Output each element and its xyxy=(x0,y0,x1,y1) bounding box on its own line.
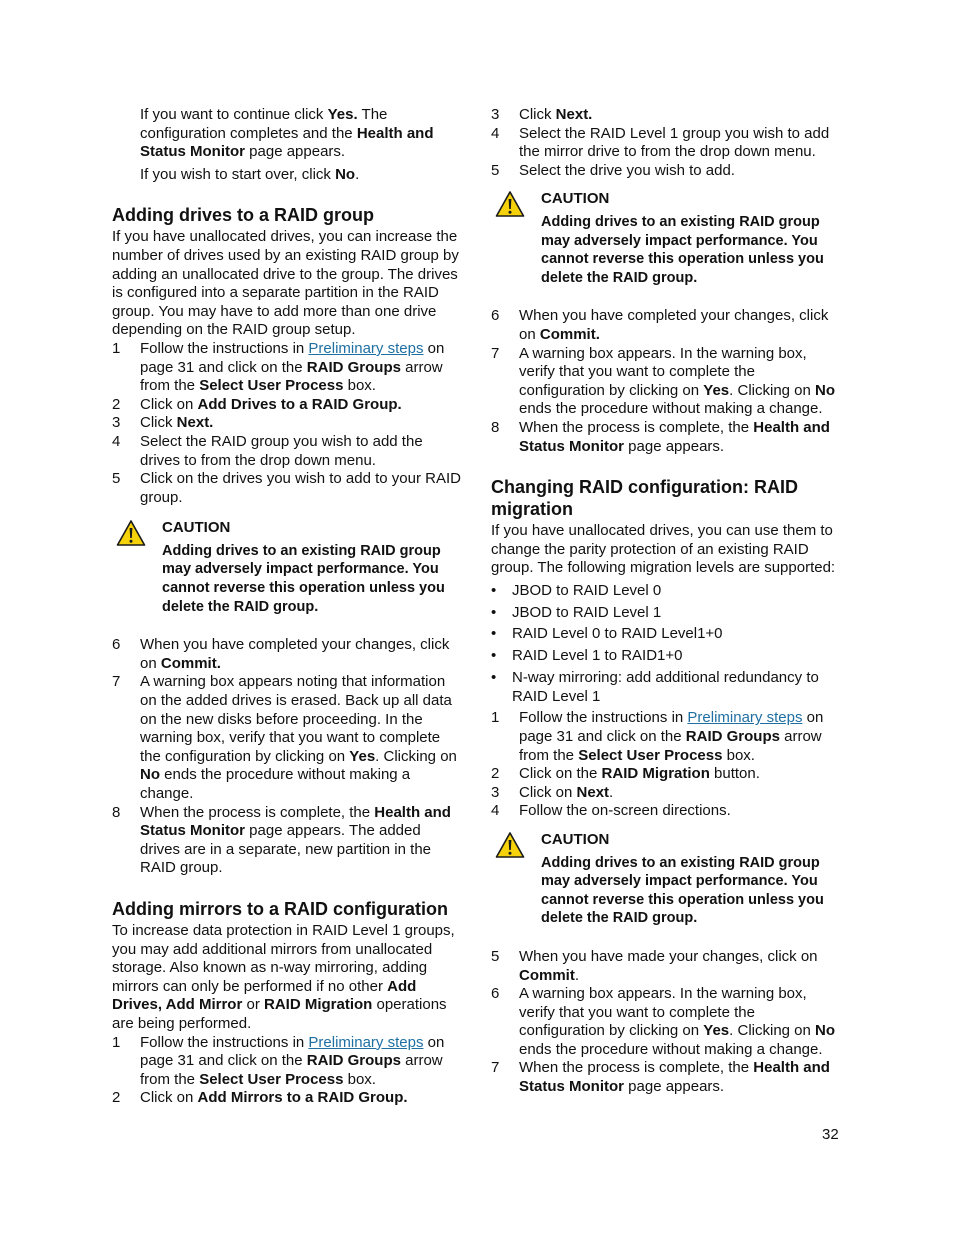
text-run: When you have completed your changes, click on xyxy=(140,636,450,672)
text-run: on page 31 and click on the xyxy=(140,339,445,376)
mirror-steps-b xyxy=(491,307,841,456)
text-run: . xyxy=(355,165,360,183)
step-text xyxy=(140,1034,444,1088)
bullet-icon: • xyxy=(491,625,497,643)
step-text xyxy=(519,345,835,418)
bold-term: Add Mirrors to a RAID Group. xyxy=(197,1089,408,1107)
text-run: . Clicking on xyxy=(729,381,816,399)
step-item xyxy=(112,673,462,803)
step-text xyxy=(140,804,451,877)
caution-text: Adding drives to an existing RAID group may adversely impact performance. You cannot reverse this operation unless you delete the RAID group. xyxy=(541,213,824,286)
bold-term: Add Drives, Add Mirror xyxy=(112,977,417,1014)
adding-drives-steps-b xyxy=(112,636,462,878)
step-number: 2 xyxy=(112,395,121,413)
step-text xyxy=(519,106,592,123)
step-number: 6 xyxy=(491,307,500,325)
step-number: 4 xyxy=(491,802,500,820)
step-number: 6 xyxy=(112,636,121,654)
step-item xyxy=(112,804,462,878)
heading-adding-mirrors: Adding mirrors to a RAID configuration xyxy=(112,898,448,919)
bold-term: Select User Process xyxy=(578,746,723,764)
bold-term: Select User Process xyxy=(199,1070,344,1088)
warning-triangle-icon xyxy=(495,831,525,859)
step-number: 3 xyxy=(491,106,500,123)
bullet-icon: • xyxy=(491,647,497,665)
step-text xyxy=(519,784,613,801)
right-column xyxy=(491,106,841,1097)
caution-box-migration xyxy=(491,831,841,928)
text-run: A warning box appears noting that information on the added drives is erased. Back up all data on the new disks before proceeding. In the warning box, verify that you want to complete the configuration by clicking on xyxy=(140,673,452,765)
text-run: operations are being performed. xyxy=(112,996,447,1032)
text-run: . xyxy=(609,783,614,801)
bullet-icon: • xyxy=(491,669,497,686)
bold-term: RAID Groups xyxy=(306,358,401,376)
intro-restart-text xyxy=(140,166,462,185)
step-text xyxy=(519,419,830,455)
text-run: Click xyxy=(140,414,177,432)
text-run: Click on the drives you wish to add to your RAID group. xyxy=(140,470,461,506)
step-item xyxy=(112,1089,462,1108)
bold-term: RAID Migration xyxy=(601,765,710,783)
bullet-text: N-way mirroring: add additional redundancy to RAID Level 1 xyxy=(512,669,819,705)
text-run: If you want to continue click xyxy=(140,106,328,123)
step-number: 2 xyxy=(491,765,500,783)
bold-term: Commit. xyxy=(160,654,221,672)
step-number: 6 xyxy=(491,985,500,1003)
step-number: 5 xyxy=(491,947,500,965)
step-number: 1 xyxy=(491,709,500,727)
bold-term: Health and Status Monitor xyxy=(519,1059,830,1096)
bullet-text: JBOD to RAID Level 0 xyxy=(512,581,662,599)
text-run: Click on the xyxy=(519,765,602,783)
step-number: 7 xyxy=(112,673,121,691)
adding-drives-body: If you have unallocated drives, you can increase the number of drives used by an existing RAID group by adding an unallocated drive to the group. The drives is configured into a separate partition in the RAID group. You may have to add more than one drive depending on the RAID group setup. xyxy=(112,228,459,339)
step-item xyxy=(112,1034,462,1090)
text-run: Click on xyxy=(519,783,577,801)
step-item xyxy=(112,470,462,507)
step-item xyxy=(112,414,462,433)
warning-triangle-icon xyxy=(495,190,525,218)
bullet-item xyxy=(491,669,841,706)
text-run: page appears. The added drives are in a separate, new partition in the RAID group. xyxy=(140,822,431,877)
step-item xyxy=(491,985,841,1059)
step-text xyxy=(519,125,829,161)
step-number: 4 xyxy=(491,124,500,142)
step-item xyxy=(491,125,841,162)
step-text xyxy=(140,433,423,469)
step-item xyxy=(491,1059,841,1096)
bullet-text: RAID Level 1 to RAID1+0 xyxy=(512,647,683,665)
text-run: page appears. xyxy=(624,1078,725,1096)
bold-term: Next. xyxy=(555,106,593,123)
text-run: When the process is complete, the xyxy=(519,418,754,436)
text-run: Select the RAID group you wish to add the drives to from the drop down menu. xyxy=(140,432,423,469)
text-run: arrow from the xyxy=(140,358,443,395)
bullet-item xyxy=(491,604,841,623)
step-number: 1 xyxy=(112,1033,121,1051)
caution-text: Adding drives to an existing RAID group may adversely impact performance. You cannot reverse this operation unless you delete the RAID group. xyxy=(162,542,445,615)
step-number: 8 xyxy=(112,803,121,821)
text-run: on page 31 and click on the xyxy=(140,1033,445,1070)
text-run: . xyxy=(574,966,580,984)
bold-term: No xyxy=(815,1022,836,1040)
migration-levels-list xyxy=(491,582,841,706)
step-item xyxy=(491,765,841,784)
caution-text: Adding drives to an existing RAID group may adversely impact performance. You cannot reverse this operation unless you delete the RAID group. xyxy=(541,854,824,927)
caution-box-drives xyxy=(112,519,462,616)
step-text xyxy=(140,636,449,672)
bold-term: Yes xyxy=(703,1022,730,1040)
bullet-item xyxy=(491,647,841,666)
adding-mirrors-body xyxy=(112,922,462,1034)
text-run: When you have made your changes, click on xyxy=(519,947,818,965)
intro-block xyxy=(112,106,462,184)
text-run: Follow the instructions in xyxy=(519,709,688,727)
text-run: box. xyxy=(343,377,376,395)
bold-term: Commit xyxy=(519,966,575,984)
bold-term: No xyxy=(335,165,356,183)
bullet-icon: • xyxy=(491,603,497,621)
step-item xyxy=(491,345,841,419)
migration-steps-a xyxy=(491,709,841,821)
step-item xyxy=(491,802,841,821)
step-number: 1 xyxy=(112,339,121,357)
text-run: A warning box appears. In the warning box, verify that you want to complete the configuration by clicking on xyxy=(519,344,807,399)
text-run: . Clicking on xyxy=(729,1022,816,1040)
bold-term: Health and Status Monitor xyxy=(140,803,451,840)
text-run: When the process is complete, the xyxy=(140,803,375,821)
bold-term: RAID Groups xyxy=(306,1052,401,1070)
bullet-icon: • xyxy=(491,581,497,599)
step-number: 3 xyxy=(112,414,121,432)
bold-term: No xyxy=(815,381,836,399)
text-run: arrow from the xyxy=(140,1052,443,1088)
text-run: ends the procedure without making a change. xyxy=(140,766,411,802)
step-item xyxy=(112,433,462,470)
step-item xyxy=(491,948,841,985)
step-number: 2 xyxy=(112,1089,121,1107)
preliminary-steps-link[interactable]: Preliminary steps xyxy=(308,339,424,357)
caution-title: CAUTION xyxy=(541,830,610,848)
step-item xyxy=(112,340,462,396)
step-text xyxy=(140,673,457,802)
bold-term: Commit. xyxy=(539,325,600,343)
bold-term: RAID Migration xyxy=(264,996,373,1014)
step-text xyxy=(519,162,735,179)
text-run: box. xyxy=(343,1070,376,1088)
step-text xyxy=(140,340,444,394)
text-run: box. xyxy=(722,746,755,764)
page-number: 32 xyxy=(822,1126,839,1143)
step-number: 7 xyxy=(491,1059,500,1077)
text-run: Follow the instructions in xyxy=(140,339,309,357)
warning-triangle-icon xyxy=(116,519,146,547)
preliminary-steps-link[interactable]: Preliminary steps xyxy=(687,709,803,727)
bold-term: Add Drives to a RAID Group. xyxy=(197,395,402,413)
step-text xyxy=(140,470,461,506)
text-run: or xyxy=(242,996,264,1014)
step-number: 8 xyxy=(491,418,500,436)
text-run: Follow the instructions in xyxy=(140,1033,309,1051)
text-run: Click xyxy=(519,106,556,123)
bold-term: Health and Status Monitor xyxy=(519,418,830,455)
step-number: 5 xyxy=(491,161,500,179)
step-item xyxy=(112,396,462,415)
text-run: When the process is complete, the xyxy=(519,1059,754,1077)
bold-term: Health and Status Monitor xyxy=(140,124,434,161)
step-text xyxy=(519,709,823,763)
step-text xyxy=(140,396,402,413)
caution-title: CAUTION xyxy=(162,519,231,537)
step-text xyxy=(519,948,818,984)
adding-drives-steps-a xyxy=(112,340,462,507)
text-run: on page 31 and click on the xyxy=(519,709,824,745)
text-run: . Clicking on xyxy=(375,747,457,765)
step-number: 5 xyxy=(112,470,121,488)
bold-term: Select User Process xyxy=(199,377,344,395)
preliminary-steps-link[interactable]: Preliminary steps xyxy=(308,1033,424,1051)
bold-term: Next. xyxy=(176,414,214,432)
step-item xyxy=(491,419,841,456)
bold-term: Yes xyxy=(703,381,730,399)
text-run: Click on xyxy=(140,1089,198,1107)
step-text xyxy=(519,307,828,343)
text-run: arrow from the xyxy=(519,727,822,764)
bold-term: RAID Groups xyxy=(685,727,780,745)
text-run: Follow the on-screen directions. xyxy=(519,802,731,820)
step-number: 4 xyxy=(112,432,121,450)
text-run: The configuration completes and the xyxy=(140,106,388,142)
heading-adding-drives: Adding drives to a RAID group xyxy=(112,205,375,226)
step-item xyxy=(112,636,462,673)
step-text xyxy=(140,414,213,431)
bold-term: Next xyxy=(576,783,610,801)
mirror-steps-a xyxy=(491,106,841,180)
bold-term: Yes. xyxy=(327,106,358,123)
step-item xyxy=(491,162,841,181)
text-run: To increase data protection in RAID Level 1 groups, you may add additional mirrors from unallocated storage. Also known as n-way mirroring, adding mirrors can only be performed if no other xyxy=(112,921,455,995)
heading-raid-migration: Changing RAID configuration: RAID migration xyxy=(491,477,798,520)
step-text xyxy=(519,985,835,1058)
bullet-item xyxy=(491,582,841,601)
step-number: 3 xyxy=(491,783,500,801)
text-run: When you have completed your changes, click on xyxy=(519,307,829,343)
step-item xyxy=(491,307,841,344)
step-text xyxy=(140,1089,408,1106)
intro-continue-text xyxy=(140,106,462,162)
step-text xyxy=(519,1059,830,1095)
text-run: ends the procedure without making a change. xyxy=(519,400,823,418)
text-run: Click on xyxy=(140,395,198,413)
text-run: Select the RAID Level 1 group you wish to add the mirror drive to from the drop down menu. xyxy=(519,124,830,161)
bullet-item xyxy=(491,625,841,644)
bullet-text: JBOD to RAID Level 1 xyxy=(512,603,662,621)
bold-term: No xyxy=(140,766,160,784)
text-run: button. xyxy=(709,765,760,783)
migration-steps-b xyxy=(491,948,841,1097)
bullet-text: RAID Level 0 to RAID Level1+0 xyxy=(512,625,723,643)
step-item xyxy=(491,784,841,803)
caution-title: CAUTION xyxy=(541,190,610,208)
text-run: If you wish to start over, click xyxy=(140,165,336,183)
step-item xyxy=(491,106,841,125)
text-run: page appears. xyxy=(624,437,725,455)
caution-box-mirrors xyxy=(491,190,841,287)
raid-migration-body: If you have unallocated drives, you can use them to change the parity protection of an existing RAID group. The following migration levels are supported: xyxy=(491,522,836,577)
step-text xyxy=(519,802,731,819)
step-item xyxy=(491,709,841,765)
text-run: ends the procedure without making a change. xyxy=(519,1040,823,1058)
text-run: page appears. xyxy=(245,143,346,161)
step-text xyxy=(519,765,760,782)
bold-term: Yes xyxy=(349,747,376,765)
text-run: A warning box appears. In the warning box, verify that you want to complete the configuration by clicking on xyxy=(519,985,807,1040)
step-number: 7 xyxy=(491,344,500,362)
left-column xyxy=(112,106,462,1108)
adding-mirrors-steps xyxy=(112,1034,462,1108)
text-run: Select the drive you wish to add. xyxy=(519,161,735,179)
